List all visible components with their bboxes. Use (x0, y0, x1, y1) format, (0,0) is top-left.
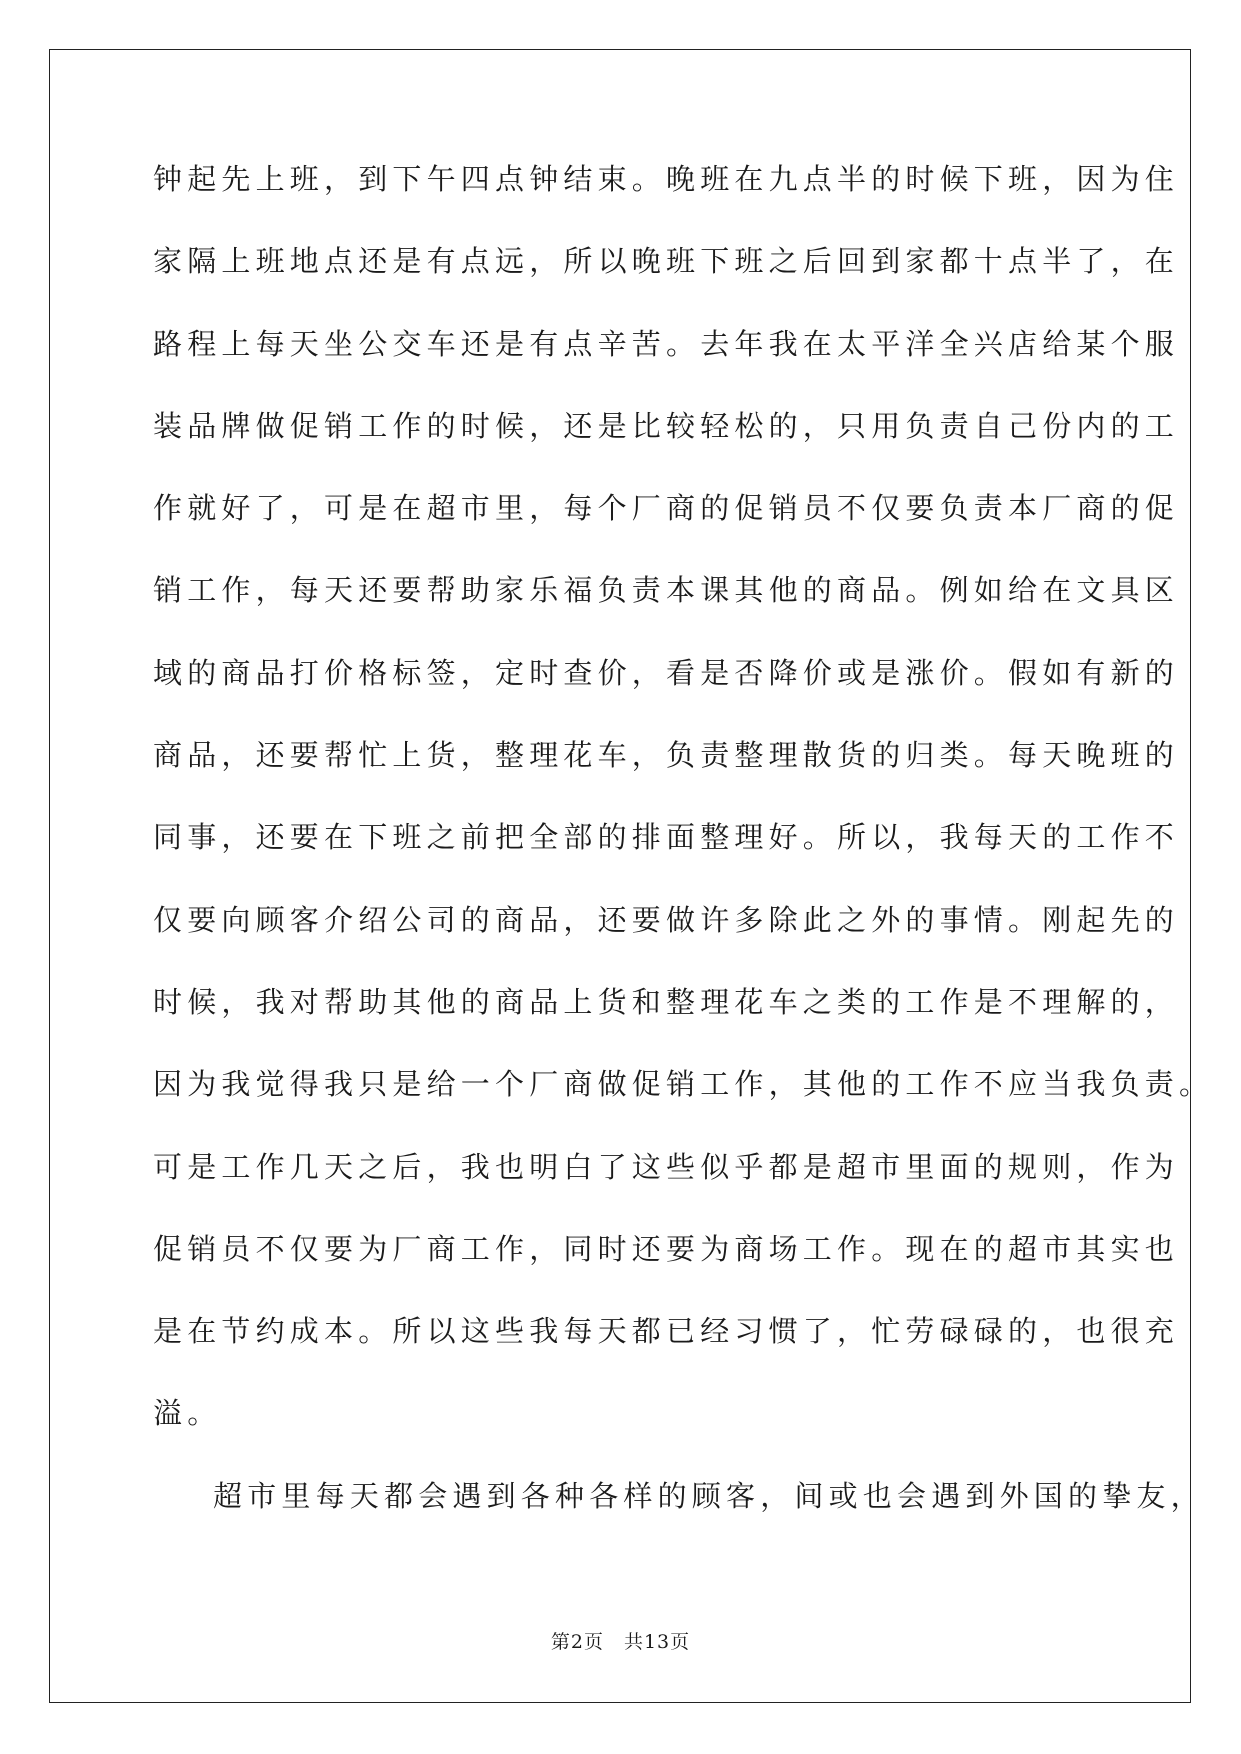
text-line: 作就好了，可是在超市里，每个厂商的促销员不仅要负责本厂商的促 (153, 491, 1180, 526)
text-line: 溢。 (153, 1396, 222, 1431)
page-number: 第2页 (550, 1631, 604, 1653)
text-line: 销工作，每天还要帮助家乐福负责本课其他的商品。例如给在文具区 (153, 573, 1180, 608)
page-total: 共13页 (623, 1631, 691, 1653)
text-line: 装品牌做促销工作的时候，还是比较轻松的，只用负责自己份内的工 (153, 408, 1180, 443)
paragraph-start-line: 超市里每天都会遇到各种各样的顾客，间或也会遇到外国的挚友， (213, 1478, 1205, 1513)
text-line: 商品，还要帮忙上货，整理花车，负责整理散货的归类。每天晚班的 (153, 738, 1180, 773)
text-line: 因为我觉得我只是给一个厂商做促销工作，其他的工作不应当我负责。 (153, 1067, 1214, 1102)
text-line: 时候，我对帮助其他的商品上货和整理花车之类的工作是不理解的， (153, 984, 1180, 1019)
text-line: 钟起先上班，到下午四点钟结束。晚班在九点半的时候下班，因为住 (153, 162, 1180, 196)
text-line: 同事，还要在下班之前把全部的排面整理好。所以，我每天的工作不 (153, 820, 1180, 855)
text-line: 是在节约成本。所以这些我每天都已经习惯了，忙劳碌碌的，也很充 (153, 1314, 1180, 1349)
text-line: 家隔上班地点还是有点远，所以晚班下班之后回到家都十点半了，在 (153, 244, 1180, 279)
text-line: 路程上每天坐公交车还是有点辛苦。去年我在太平洋全兴店给某个服 (153, 326, 1180, 361)
text-line: 域的商品打价格标签，定时查价，看是否降价或是涨价。假如有新的 (153, 655, 1180, 690)
text-line: 仅要向顾客介绍公司的商品，还要做许多除此之外的事情。刚起先的 (153, 902, 1180, 937)
document-body (153, 162, 1214, 1563)
text-line: 促销员不仅要为厂商工作，同时还要为商场工作。现在的超市其实也 (153, 1231, 1180, 1266)
text-line: 可是工作几天之后，我也明白了这些似乎都是超市里面的规则，作为 (153, 1149, 1180, 1184)
page-footer (0, 1627, 1241, 1654)
